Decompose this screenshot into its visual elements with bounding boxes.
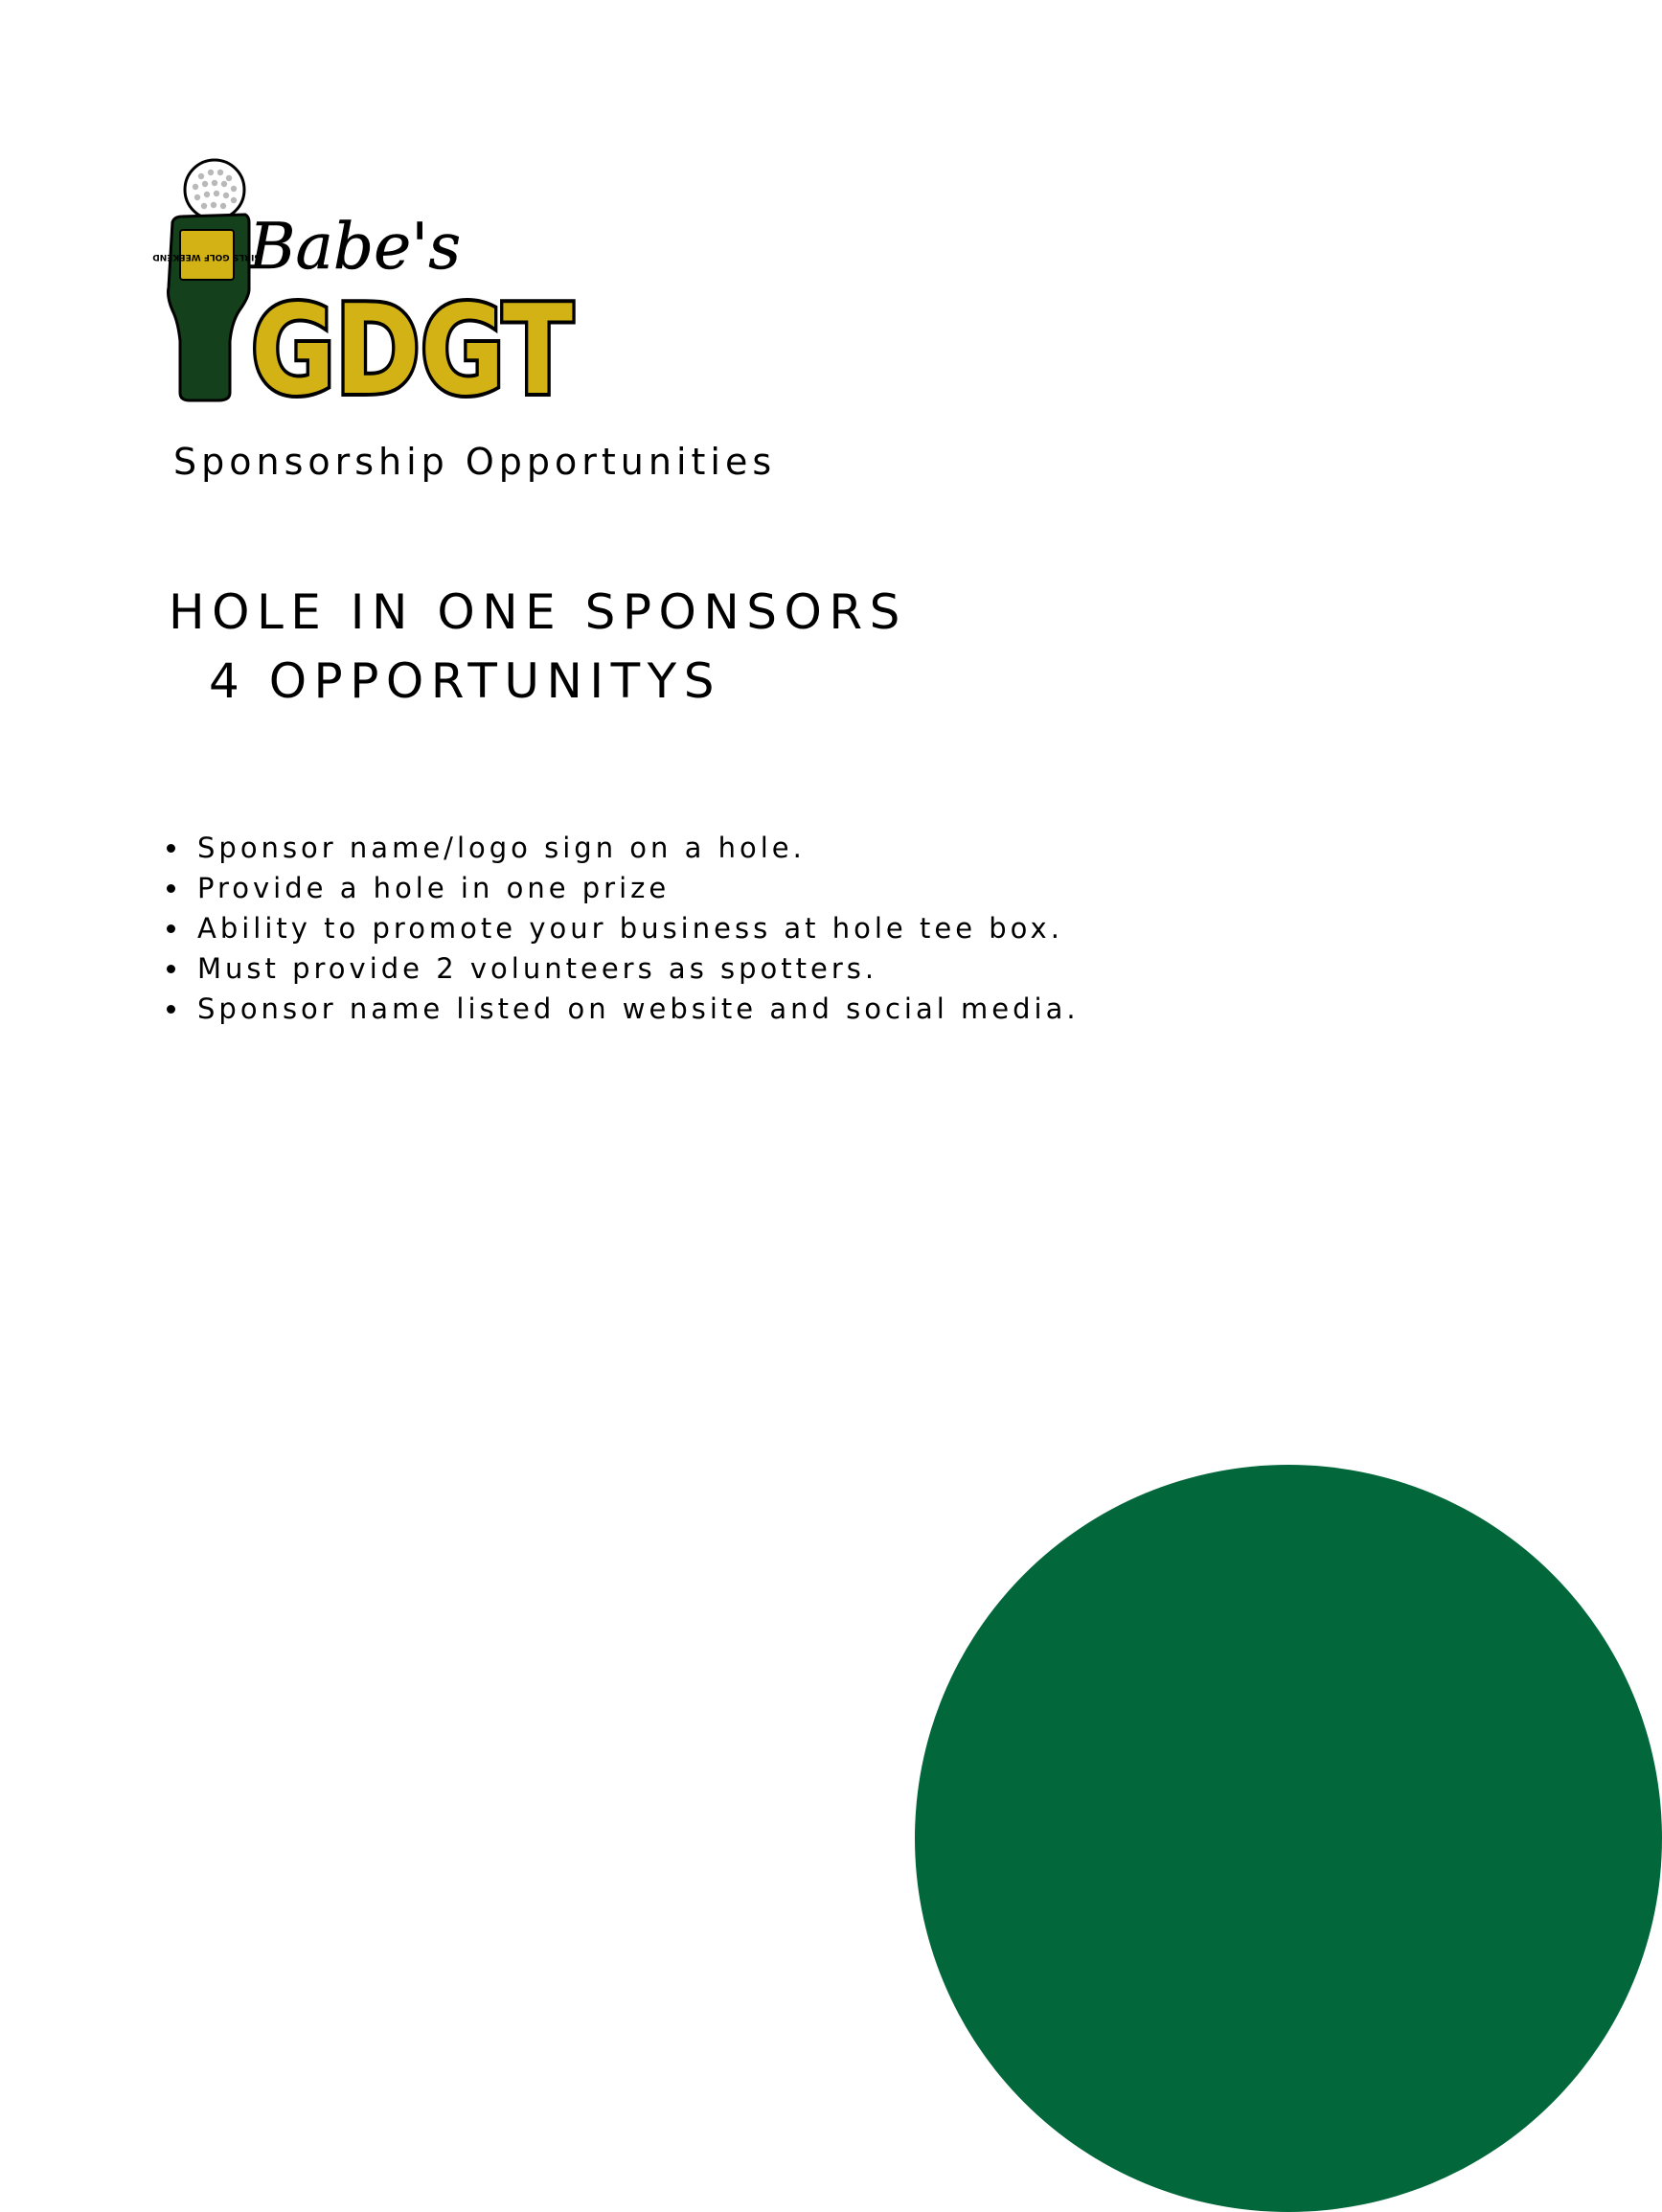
list-item-text: Provide a hole in one prize <box>197 872 671 904</box>
list-item-text: Sponsor name listed on website and social media. <box>197 992 1080 1025</box>
list-item <box>165 868 1080 908</box>
gdgt-logo <box>152 153 581 422</box>
page-title-line-2: 4 OPPORTUNITYS <box>209 653 721 709</box>
bullet-icon <box>167 844 175 853</box>
bullet-icon <box>167 965 175 973</box>
list-item <box>165 908 1080 948</box>
benefits-list <box>165 828 1080 1029</box>
list-item <box>165 989 1080 1029</box>
list-item-text: Ability to promote your business at hole tee box. <box>197 912 1063 945</box>
bullet-icon <box>167 924 175 933</box>
bottle-label-text: GIRLS GOLF WEEKEND <box>152 252 262 262</box>
list-item <box>165 828 1080 868</box>
bottle-icon <box>152 215 261 400</box>
page-title-line-1: HOLE IN ONE SPONSORS <box>169 584 907 640</box>
golf-ball-icon <box>185 160 244 219</box>
list-item <box>165 948 1080 989</box>
page-title <box>169 578 907 716</box>
list-item-text: Sponsor name/logo sign on a hole. <box>197 832 806 864</box>
subtitle: Sponsorship Opportunities <box>173 441 777 483</box>
bullet-icon <box>167 884 175 893</box>
bullet-icon <box>167 1005 175 1014</box>
list-item-text: Must provide 2 volunteers as spotters. <box>197 952 878 985</box>
logo-acronym: GDGT <box>251 280 573 422</box>
decorative-circle <box>915 1465 1662 2212</box>
logo-script-text: Babe's <box>249 210 462 284</box>
